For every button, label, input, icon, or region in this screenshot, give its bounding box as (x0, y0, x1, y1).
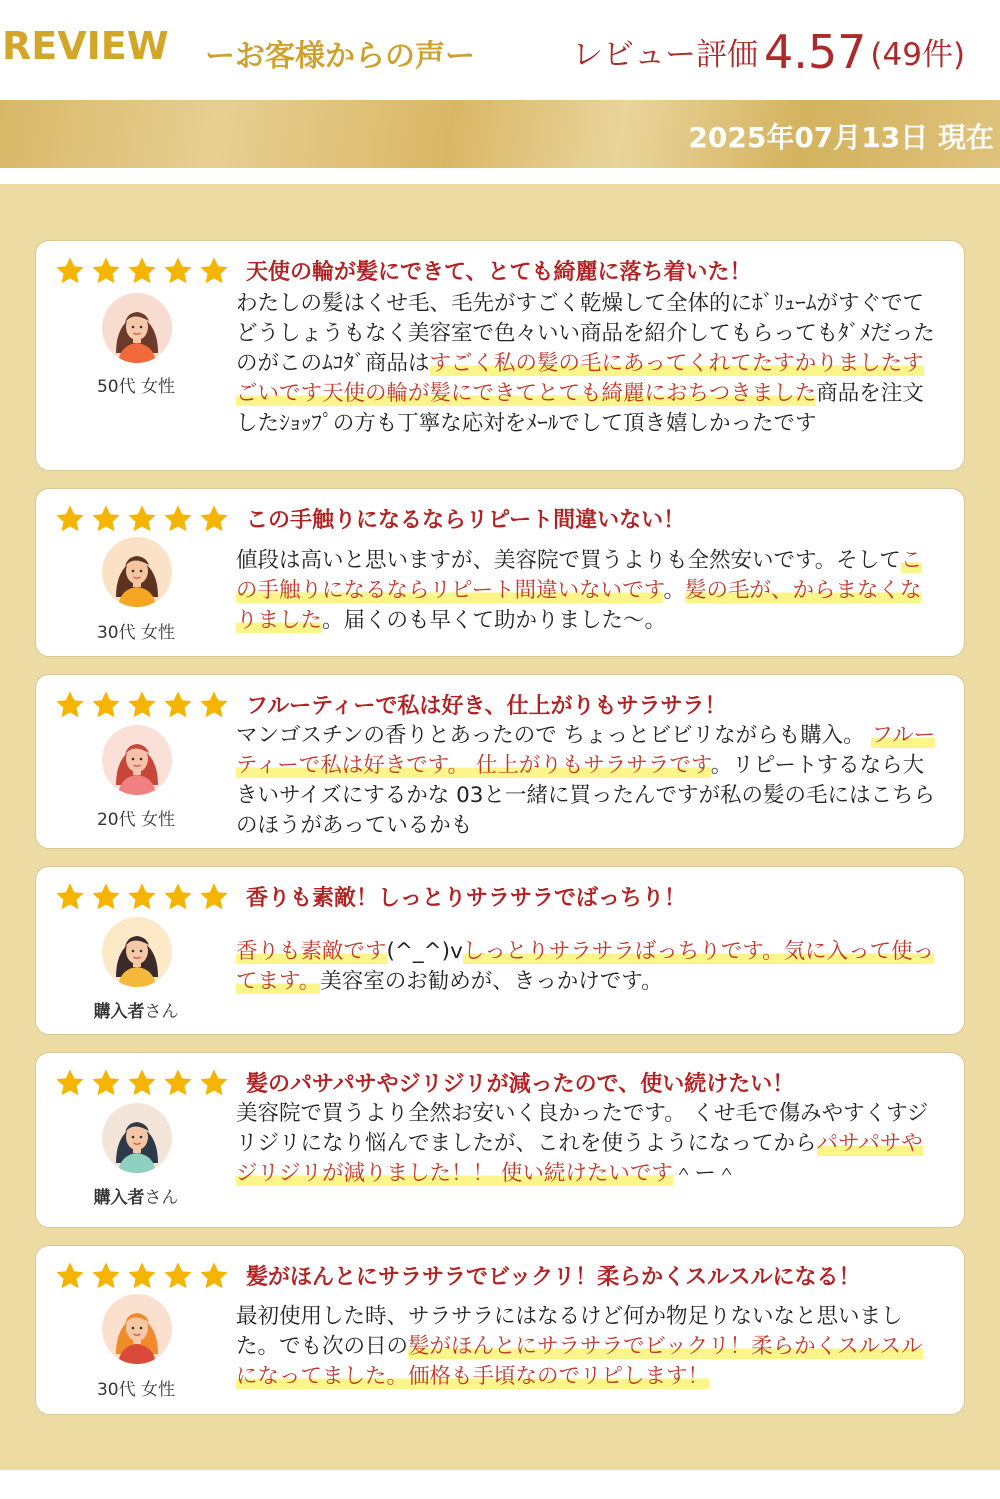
date-banner (0, 100, 1000, 168)
star-icon (54, 1260, 86, 1292)
reviewer-label-suffix: さん (144, 1188, 179, 1208)
star-icon (198, 881, 230, 913)
star-rating (54, 1260, 230, 1292)
review-body (236, 937, 936, 997)
as-of-date: 2025年07月13日 現在 (688, 121, 994, 154)
highlighted-text: この手触りになるならリピート間違いないです (236, 548, 923, 603)
star-rating (54, 255, 230, 287)
star-icon (90, 689, 122, 721)
review-title: 香りも素敵！しっとりサラサラでばっちり！ (246, 886, 687, 911)
review-text: (^_^)v (386, 939, 463, 964)
woman-long-hair-avatar-icon (102, 537, 172, 607)
star-icon (198, 689, 230, 721)
review-text: マンゴスチンの香りとあったので ちょっとビビリながらも購入。 (236, 723, 872, 748)
star-icon (198, 1260, 230, 1292)
star-icon (54, 881, 86, 913)
review-card (35, 1052, 965, 1228)
review-body (236, 546, 936, 636)
review-card (35, 1245, 965, 1415)
review-title: 天使の輪が髪にできて、とても綺麗に落ち着いた！ (246, 260, 752, 285)
reviewer-label: 30代 女性 (96, 1380, 176, 1400)
review-title: フルーティーで私は好き、仕上がりもサラサラ！ (246, 694, 727, 719)
highlighted-text: 香りも素敵です (236, 939, 387, 964)
review-text: 。リピートするなら大きいサイズにするかな 03と一緒に買ったんですが私の髪の毛にはこちらのほうがあっているかも (236, 753, 935, 838)
star-icon (126, 881, 158, 913)
woman-orange-hair-avatar-icon (102, 1294, 172, 1364)
woman-red-hair-avatar-icon (102, 725, 172, 795)
reviewer-label (76, 1183, 196, 1208)
review-text: 。届くのも早くて助かりました〜。 (322, 608, 667, 633)
star-icon (198, 1067, 230, 1099)
review-text: ＾ー＾ (672, 1161, 738, 1186)
reviewer-label: 50代 女性 (96, 377, 176, 397)
highlighted-text: すごく私の髪の毛にあってくれてたすかりましたすごいです天使の輪が髪にできてとても綺麗におちつきました (236, 351, 924, 406)
star-icon (90, 503, 122, 535)
star-rating (54, 1067, 230, 1099)
rating-label: レビュー評価 (572, 37, 758, 73)
star-icon (126, 1260, 158, 1292)
star-icon (54, 689, 86, 721)
star-icon (54, 1067, 86, 1099)
star-icon (162, 881, 194, 913)
star-icon (54, 503, 86, 535)
rating-score: 4.57 (764, 25, 867, 79)
customer-voice-heading: ーお客様からの声ー (205, 39, 475, 74)
star-rating (54, 881, 230, 913)
highlighted-text: 髪がほんとにサラサラでビックリ！柔らかくスルスルになってました。価格も手頃なのでリピします！ (236, 1334, 923, 1389)
review-body (236, 721, 936, 841)
star-rating (54, 503, 230, 535)
review-text: 商品を注文したｼｮｯﾌﾟの方も丁寧な応対をﾒｰﾙでして頂き嬉しかったです (236, 381, 924, 436)
review-title: 髪がほんとにサラサラでビックリ！柔らかくスルスルになる！ (246, 1265, 861, 1290)
review-text: わたしの髪はくせ毛、毛先がすごく乾燥して全体的にﾎﾞﾘｭｰﾑがすぐでてどうしょうもなく美容室で色々いい商品を紹介してもらってもﾀﾞﾒだったのがこのﾑｺﾀﾞ商品は (236, 291, 935, 376)
star-icon (162, 1260, 194, 1292)
star-icon (90, 255, 122, 287)
star-icon (162, 1067, 194, 1099)
woman-waving-avatar-icon (102, 917, 172, 987)
review-text: 美容室のお勧めが、きっかけです。 (320, 969, 663, 994)
review-body (236, 1099, 936, 1189)
rating-summary (572, 22, 966, 79)
star-icon (126, 689, 158, 721)
star-icon (126, 503, 158, 535)
review-text: 最初使用した時、サラサラにはなるけど何か物足りないなと思いました。でも次の日の (236, 1304, 903, 1359)
review-card (35, 240, 965, 471)
review-text: 。 (663, 578, 685, 603)
star-icon (90, 1067, 122, 1099)
star-rating (54, 689, 230, 721)
reviewer-label-strong: 購入者 (93, 1188, 145, 1208)
review-card (35, 488, 965, 657)
star-icon (162, 255, 194, 287)
review-title: この手触りになるならリピート間違いない！ (246, 508, 686, 533)
star-icon (198, 255, 230, 287)
reviewer-label-suffix: さん (144, 1002, 179, 1022)
highlighted-text: 髪の毛が、からまなくなりました (236, 578, 922, 633)
star-icon (90, 1260, 122, 1292)
reviewer-label-strong: 購入者 (93, 1002, 145, 1022)
star-icon (126, 1067, 158, 1099)
review-heading: REVIEW (2, 24, 169, 68)
review-card (35, 674, 965, 849)
star-icon (162, 503, 194, 535)
header-bar (0, 0, 1000, 100)
reviewer-label: 30代 女性 (96, 623, 176, 643)
review-text: 美容院で買うより全然お安いく良かったです。 くせ毛で傷みやすくすジリジリになり悩んでましたが、これを使うようになってから (236, 1101, 929, 1156)
star-icon (54, 255, 86, 287)
review-text: 値段は高いと思いますが、美容院で買うよりも全然安いです。そして (236, 548, 901, 573)
highlighted-text: フルーティーで私は好きです。 仕上がりもサラサラです (236, 723, 936, 778)
star-icon (198, 503, 230, 535)
star-icon (162, 689, 194, 721)
highlighted-text: しっとりサラサラばっちりです。気に入って使ってます。 (236, 939, 935, 994)
review-body (236, 289, 936, 439)
reviewer-label (76, 997, 196, 1022)
review-card (35, 866, 965, 1035)
star-icon (126, 255, 158, 287)
reviewer-label: 20代 女性 (96, 810, 176, 830)
highlighted-text: パサパサやジリジリが減りました！！ 使い続けたいです (236, 1131, 923, 1186)
review-count: (49件) (870, 37, 966, 73)
review-title: 髪のパサパサやジリジリが減ったので、使い続けたい！ (246, 1072, 795, 1097)
woman-wavy-hair-avatar-icon (102, 293, 172, 363)
woman-dark-hair-avatar-icon (102, 1103, 172, 1173)
star-icon (90, 881, 122, 913)
review-body (236, 1302, 936, 1392)
